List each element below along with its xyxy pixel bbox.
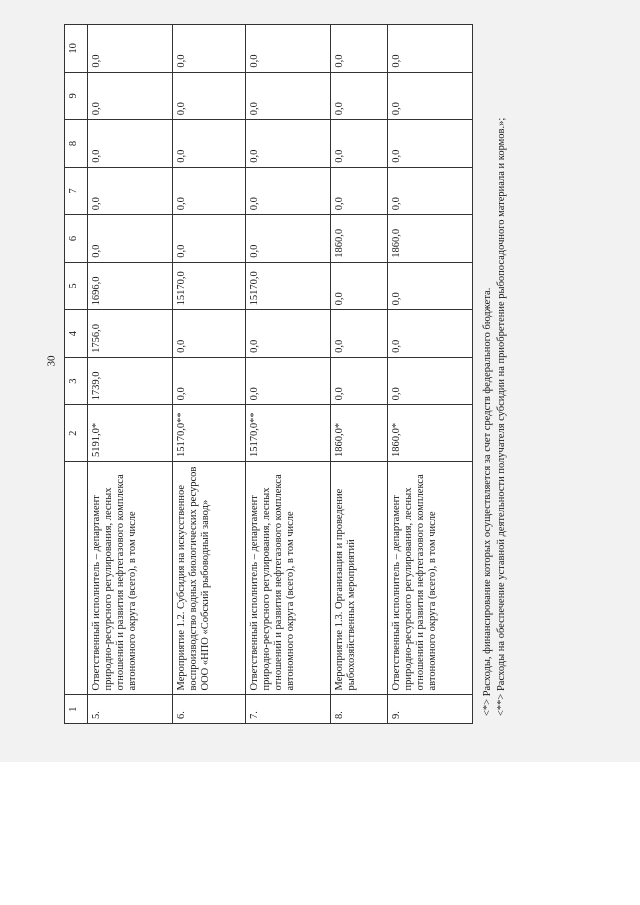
row-value: 1739,0 [88, 357, 173, 405]
row-number: 7. [246, 695, 331, 724]
row-value: 0,0 [88, 72, 173, 120]
header-cell: 8 [65, 120, 88, 168]
row-description: Ответственный исполнитель – департамент природно-ресурсного регулирования, лесных отношений и развития нефтегазового комплекса автономного округа (всего), в том числе [88, 462, 173, 695]
header-cell: 4 [65, 310, 88, 358]
row-value: 0,0 [246, 72, 331, 120]
row-value: 0,0 [331, 357, 388, 405]
row-value: 1860,0 [388, 215, 473, 263]
row-value: 0,0 [331, 25, 388, 73]
header-cell: 10 [65, 25, 88, 73]
row-value: 0,0 [173, 25, 246, 73]
footnote-federal: <*> Расходы, финансирование которых осуществляется за счет средств федерального бюджета. [482, 287, 493, 716]
table-row [331, 25, 388, 724]
row-description: Ответственный исполнитель – департамент природно-ресурсного регулирования, лесных отношений и развития нефтегазового комплекса автономного округа (всего), в том числе [246, 462, 331, 695]
page-number: 30 [45, 355, 58, 367]
row-value: 0,0 [331, 310, 388, 358]
row-value: 0,0 [246, 120, 331, 168]
row-value: 0,0 [173, 215, 246, 263]
row-value: 0,0 [331, 262, 388, 310]
budget-table [64, 24, 473, 724]
row-value: 0,0 [173, 120, 246, 168]
row-value: 0,0 [88, 167, 173, 215]
row-value: 0,0 [173, 72, 246, 120]
row-value: 15170,0 [246, 262, 331, 310]
row-value: 0,0 [331, 167, 388, 215]
row-value: 0,0 [246, 310, 331, 358]
row-value: 1756,0 [88, 310, 173, 358]
table-row [246, 25, 331, 724]
footnotes [481, 24, 509, 724]
footnote-subsidy: <**> Расходы на обеспечение уставной деятельности получателя субсидии на приобретение рыбопосадочного материала и кормов.»; [496, 117, 508, 716]
row-value: 0,0 [388, 262, 473, 310]
header-cell: 5 [65, 262, 88, 310]
row-value: 0,0 [388, 120, 473, 168]
row-value: 0,0 [388, 72, 473, 120]
row-value: 0,0 [331, 120, 388, 168]
row-description: Мероприятие 1.3. Организация и проведение рыбохозяйственных мероприятий [331, 462, 388, 695]
header-cell: 3 [65, 357, 88, 405]
row-value: 0,0 [388, 310, 473, 358]
row-value: 0,0 [246, 357, 331, 405]
row-value: 1860,0* [388, 405, 473, 462]
header-cell [65, 462, 88, 695]
row-value: 0,0 [246, 167, 331, 215]
row-value: 5191,0* [88, 405, 173, 462]
header-cell: 6 [65, 215, 88, 263]
row-value: 1860,0* [331, 405, 388, 462]
header-cell: 9 [65, 72, 88, 120]
header-cell: 7 [65, 167, 88, 215]
row-value: 0,0 [88, 215, 173, 263]
row-number: 8. [331, 695, 388, 724]
row-value: 0,0 [173, 310, 246, 358]
row-value: 0,0 [388, 167, 473, 215]
row-description: Мероприятие 1.2. Субсидия на искусственное воспроизводство водных биологических ресурсов ООО «НПО «Собский рыбоводный завод» [173, 462, 246, 695]
row-value: 0,0 [388, 25, 473, 73]
table-header-row [65, 25, 88, 724]
rotated-content [64, 24, 508, 724]
row-value: 0,0 [173, 167, 246, 215]
row-value: 0,0 [246, 25, 331, 73]
row-value: 0,0 [388, 357, 473, 405]
header-cell: 2 [65, 405, 88, 462]
row-description: Ответственный исполнитель – департамент природно-ресурсного регулирования, лесных отношений и развития нефтегазового комплекса автономного округа (всего), в том числе [388, 462, 473, 695]
row-number: 5. [88, 695, 173, 724]
table-row [88, 25, 173, 724]
row-value: 15170,0 [173, 262, 246, 310]
row-value: 0,0 [246, 215, 331, 263]
row-value: 15170,0** [246, 405, 331, 462]
row-value: 1696,0 [88, 262, 173, 310]
row-value: 0,0 [331, 72, 388, 120]
row-number: 9. [388, 695, 473, 724]
table-row [388, 25, 473, 724]
row-value: 0,0 [88, 120, 173, 168]
row-value: 0,0 [173, 357, 246, 405]
row-value: 0,0 [88, 25, 173, 73]
row-value: 15170,0** [173, 405, 246, 462]
table-row [173, 25, 246, 724]
row-number: 6. [173, 695, 246, 724]
row-value: 1860,0 [331, 215, 388, 263]
header-cell: 1 [65, 695, 88, 724]
